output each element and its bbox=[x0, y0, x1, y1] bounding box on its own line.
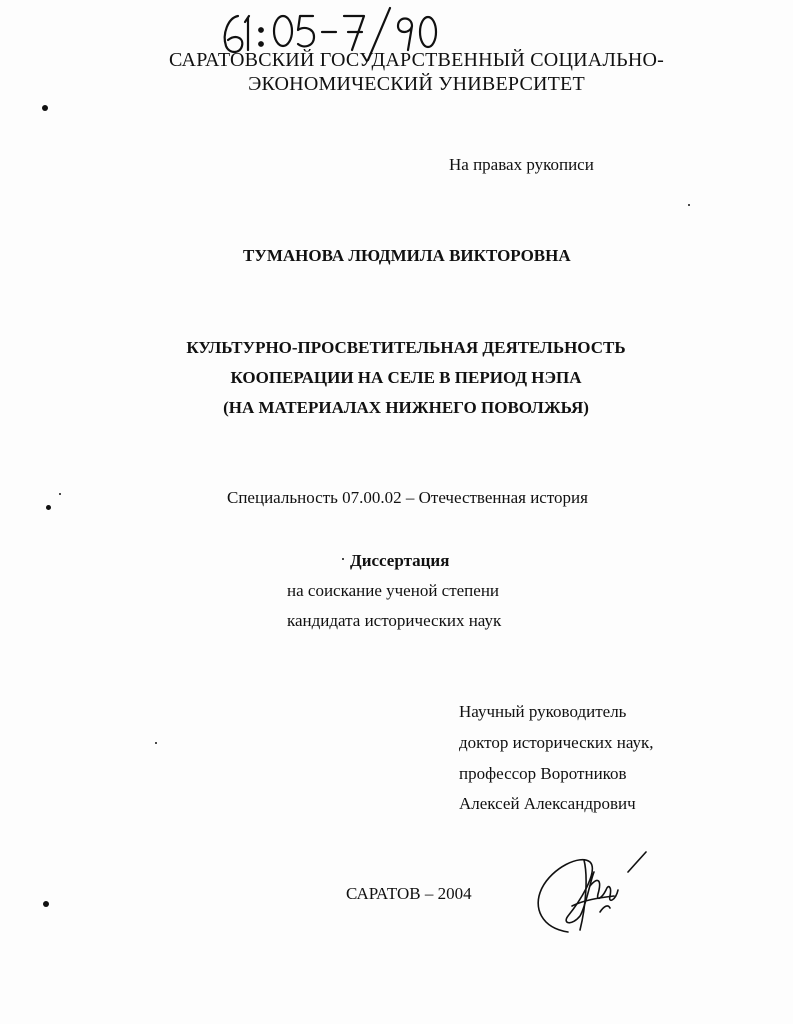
specialty: Специальность 07.00.02 – Отечественная история bbox=[227, 488, 588, 507]
supervisor-line-1: Научный руководитель bbox=[459, 702, 627, 721]
scan-speck bbox=[155, 742, 157, 744]
supervisor-line-4: Алексей Александрович bbox=[459, 794, 636, 813]
scan-speck bbox=[59, 493, 61, 495]
title-line-3: (НА МАТЕРИАЛАХ НИЖНЕГО ПОВОЛЖЬЯ) bbox=[223, 398, 589, 417]
degree-line-2: кандидата исторических наук bbox=[287, 611, 502, 630]
supervisor-line-3: профессор Воротников bbox=[459, 764, 627, 783]
author-name: ТУМАНОВА ЛЮДМИЛА ВИКТОРОВНА bbox=[243, 246, 571, 265]
scan-speck bbox=[43, 901, 49, 907]
signature bbox=[528, 846, 658, 936]
supervisor-line-2: доктор исторических наук, bbox=[459, 733, 654, 752]
scan-speck bbox=[688, 204, 690, 206]
title-line-1: КУЛЬТУРНО-ПРОСВЕТИТЕЛЬНАЯ ДЕЯТЕЛЬНОСТЬ bbox=[186, 338, 626, 357]
work-type: Диссертация bbox=[350, 551, 450, 570]
university-name-line-2: ЭКОНОМИЧЕСКИЙ УНИВЕРСИТЕТ bbox=[248, 73, 585, 95]
city-year: САРАТОВ – 2004 bbox=[346, 884, 472, 903]
title-line-2: КООПЕРАЦИИ НА СЕЛЕ В ПЕРИОД НЭПА bbox=[230, 368, 582, 387]
university-name-line-1: САРАТОВСКИЙ ГОСУДАРСТВЕННЫЙ СОЦИАЛЬНО- bbox=[169, 49, 664, 71]
scan-speck bbox=[342, 558, 344, 560]
scan-speck bbox=[42, 105, 48, 111]
degree-line-1: на соискание ученой степени bbox=[287, 581, 500, 600]
rights-note: На правах рукописи bbox=[449, 155, 594, 174]
scan-speck bbox=[46, 505, 51, 510]
